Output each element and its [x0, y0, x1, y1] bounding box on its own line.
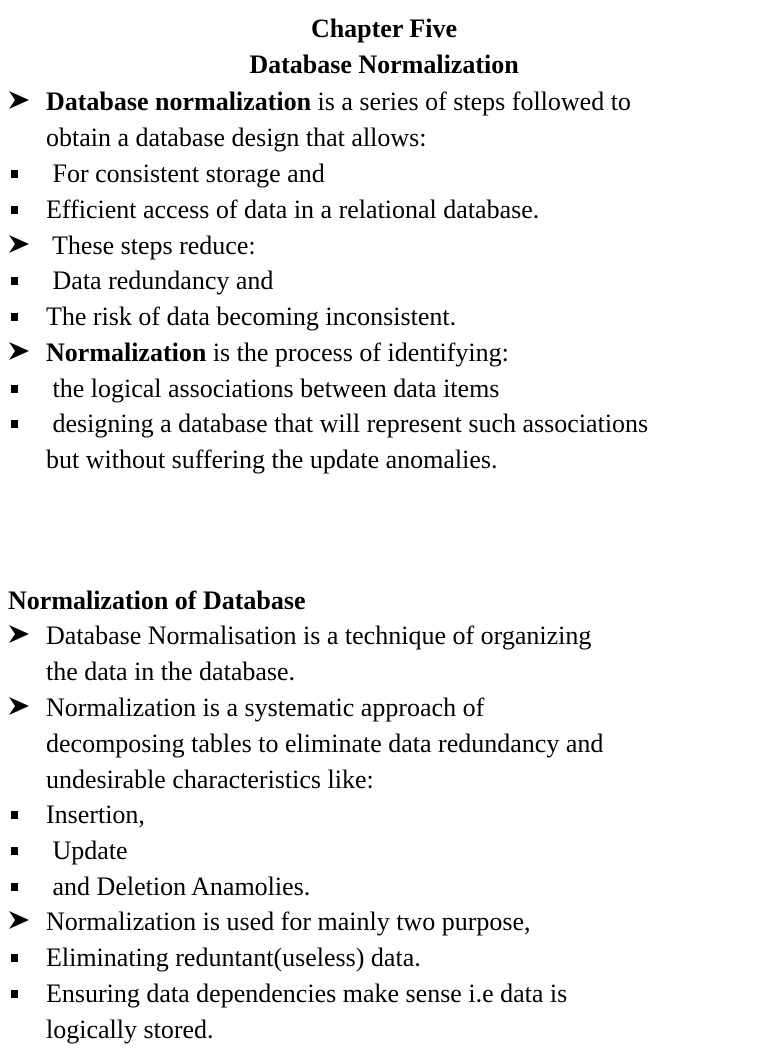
item-text: Efficient access of data in a relational database.: [46, 195, 540, 224]
item-text-continued: logically stored.: [46, 1015, 214, 1044]
chapter-subtitle: Database Normalization: [249, 50, 519, 79]
item-text: The risk of data becoming inconsistent.: [46, 302, 457, 331]
square-bullet-icon: [8, 869, 38, 905]
item-text: For consistent storage and: [46, 159, 325, 188]
item-text-continued: but without suffering the update anomalies.: [46, 445, 498, 474]
item-text: Update: [46, 836, 128, 865]
square-bullet-icon: [8, 940, 38, 976]
square-bullet-icon: [8, 156, 38, 192]
square-bullet-icon: [8, 406, 38, 442]
bold-term: Normalization: [46, 338, 207, 367]
square-bullet-icon: [8, 976, 38, 1012]
item-text: Ensuring data dependencies make sense i.e data is: [46, 979, 568, 1008]
square-bullet-icon: [8, 833, 38, 869]
item-text: Data redundancy and: [46, 266, 274, 295]
square-bullet-icon: [8, 371, 38, 407]
arrow-bullet-icon: [8, 690, 38, 726]
item-text: the logical associations between data items: [46, 374, 500, 403]
bold-term: Database normalization: [46, 87, 312, 116]
item-text: is the process of identifying:: [206, 338, 509, 367]
arrow-bullet-icon: [8, 84, 38, 120]
arrow-bullet-icon: [8, 904, 38, 940]
square-bullet-icon: [8, 263, 38, 299]
item-text-continued: decomposing tables to eliminate data redundancy and: [46, 729, 604, 758]
chapter-title: Chapter Five: [310, 14, 458, 43]
square-bullet-icon: [8, 797, 38, 833]
square-bullet-icon: [8, 299, 38, 335]
item-text: Insertion,: [46, 800, 145, 829]
item-text: and Deletion Anamolies.: [46, 872, 311, 901]
square-bullet-icon: [8, 192, 38, 228]
item-text: is a series of steps followed to: [311, 87, 631, 116]
item-text: Database Normalisation is a technique of organizing: [46, 621, 592, 650]
arrow-bullet-icon: [8, 335, 38, 371]
arrow-bullet-icon: [8, 228, 38, 264]
arrow-bullet-icon: [8, 618, 38, 654]
item-text-continued: obtain a database design that allows:: [46, 123, 427, 152]
item-text-continued: undesirable characteristics like:: [46, 765, 374, 794]
section-heading: Normalization of Database: [8, 586, 306, 615]
list-item: [0, 976, 768, 1044]
item-text: designing a database that will represent such associations: [46, 409, 649, 438]
item-text: Normalization is a systematic approach of: [46, 693, 485, 722]
item-text: Normalization is used for mainly two purpose,: [46, 907, 531, 936]
item-text: Eliminating reduntant(useless) data.: [46, 943, 421, 972]
item-text-continued: the data in the database.: [46, 657, 296, 686]
item-text: These steps reduce:: [46, 231, 256, 260]
